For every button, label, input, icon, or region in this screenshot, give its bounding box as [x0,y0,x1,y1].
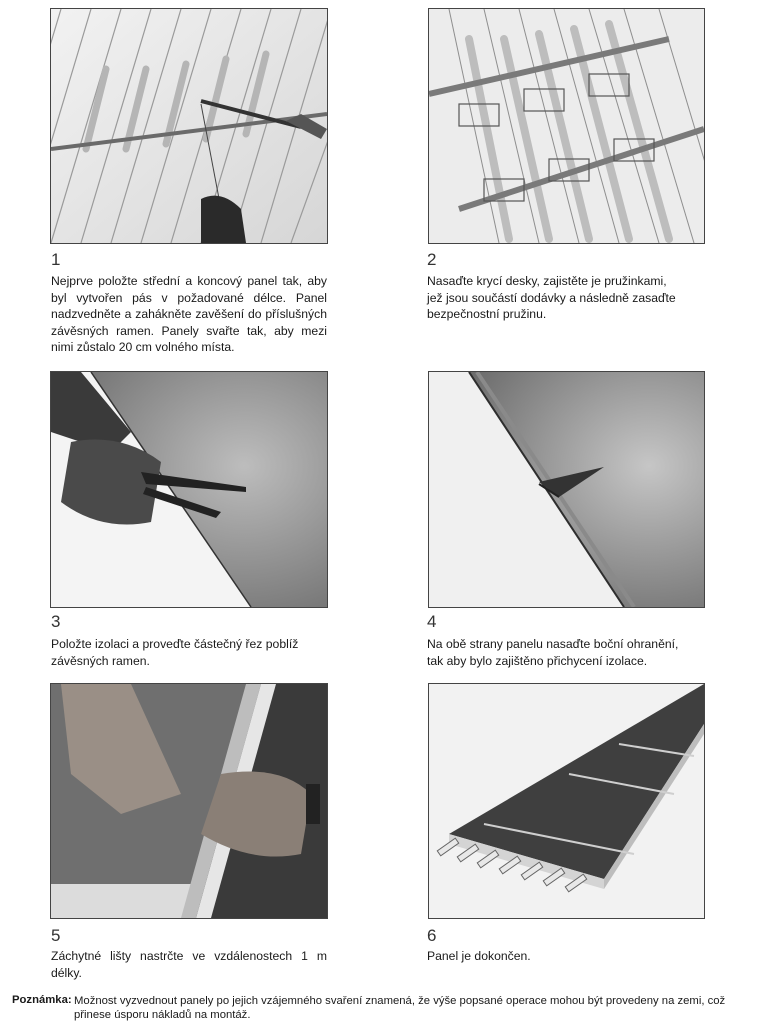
step-2-caption: Nasaďte krycí desky, zajistěte je pružinkami, jež jsou součástí dodávky a následně zasaďte bezpečnostní pružinu. [427,274,676,322]
step-4-number: 4 [427,612,437,631]
step-1-number: 1 [51,250,61,269]
step-5-caption: Záchytné lišty nastrčte ve vzdálenostech 1 m délky. [51,949,327,980]
step-3-photo [50,371,328,608]
step-6-photo [428,683,705,919]
note-text: Možnost vyzvednout panely po jejich vzájemného svaření znamená, že výše popsané operace mohou být provedeny na zemi, což přinese úsporu nákladů na montáž. [74,995,726,1021]
step-3-caption: Položte izolaci a proveďte částečný řez poblíž závěsných ramen. [51,637,299,668]
step-4-caption: Na obě strany panelu nasaďte boční ohranění, tak aby bylo zajištěno přichycení izolace. [427,637,679,668]
step-2-number: 2 [427,250,437,269]
note-label: Poznámka: [12,994,72,1006]
step-4-photo [428,371,705,608]
step-5-photo [50,683,328,919]
step-5-number: 5 [51,926,61,945]
step-6-number: 6 [427,926,437,945]
step-2-photo [428,8,705,244]
step-3-number: 3 [51,612,61,631]
step-1-caption: Nejprve položte střední a koncový panel tak, aby byl vytvořen pás v požadované délce. Panel nadzvedněte a zahákněte zavěšení do příslušných závěsných ramen. Panely svařte tak, aby mezi nimi zůstalo 20 cm volného místa. [51,274,327,355]
step-6-caption: Panel je dokončen. [427,949,531,963]
step-1-photo [50,8,328,244]
